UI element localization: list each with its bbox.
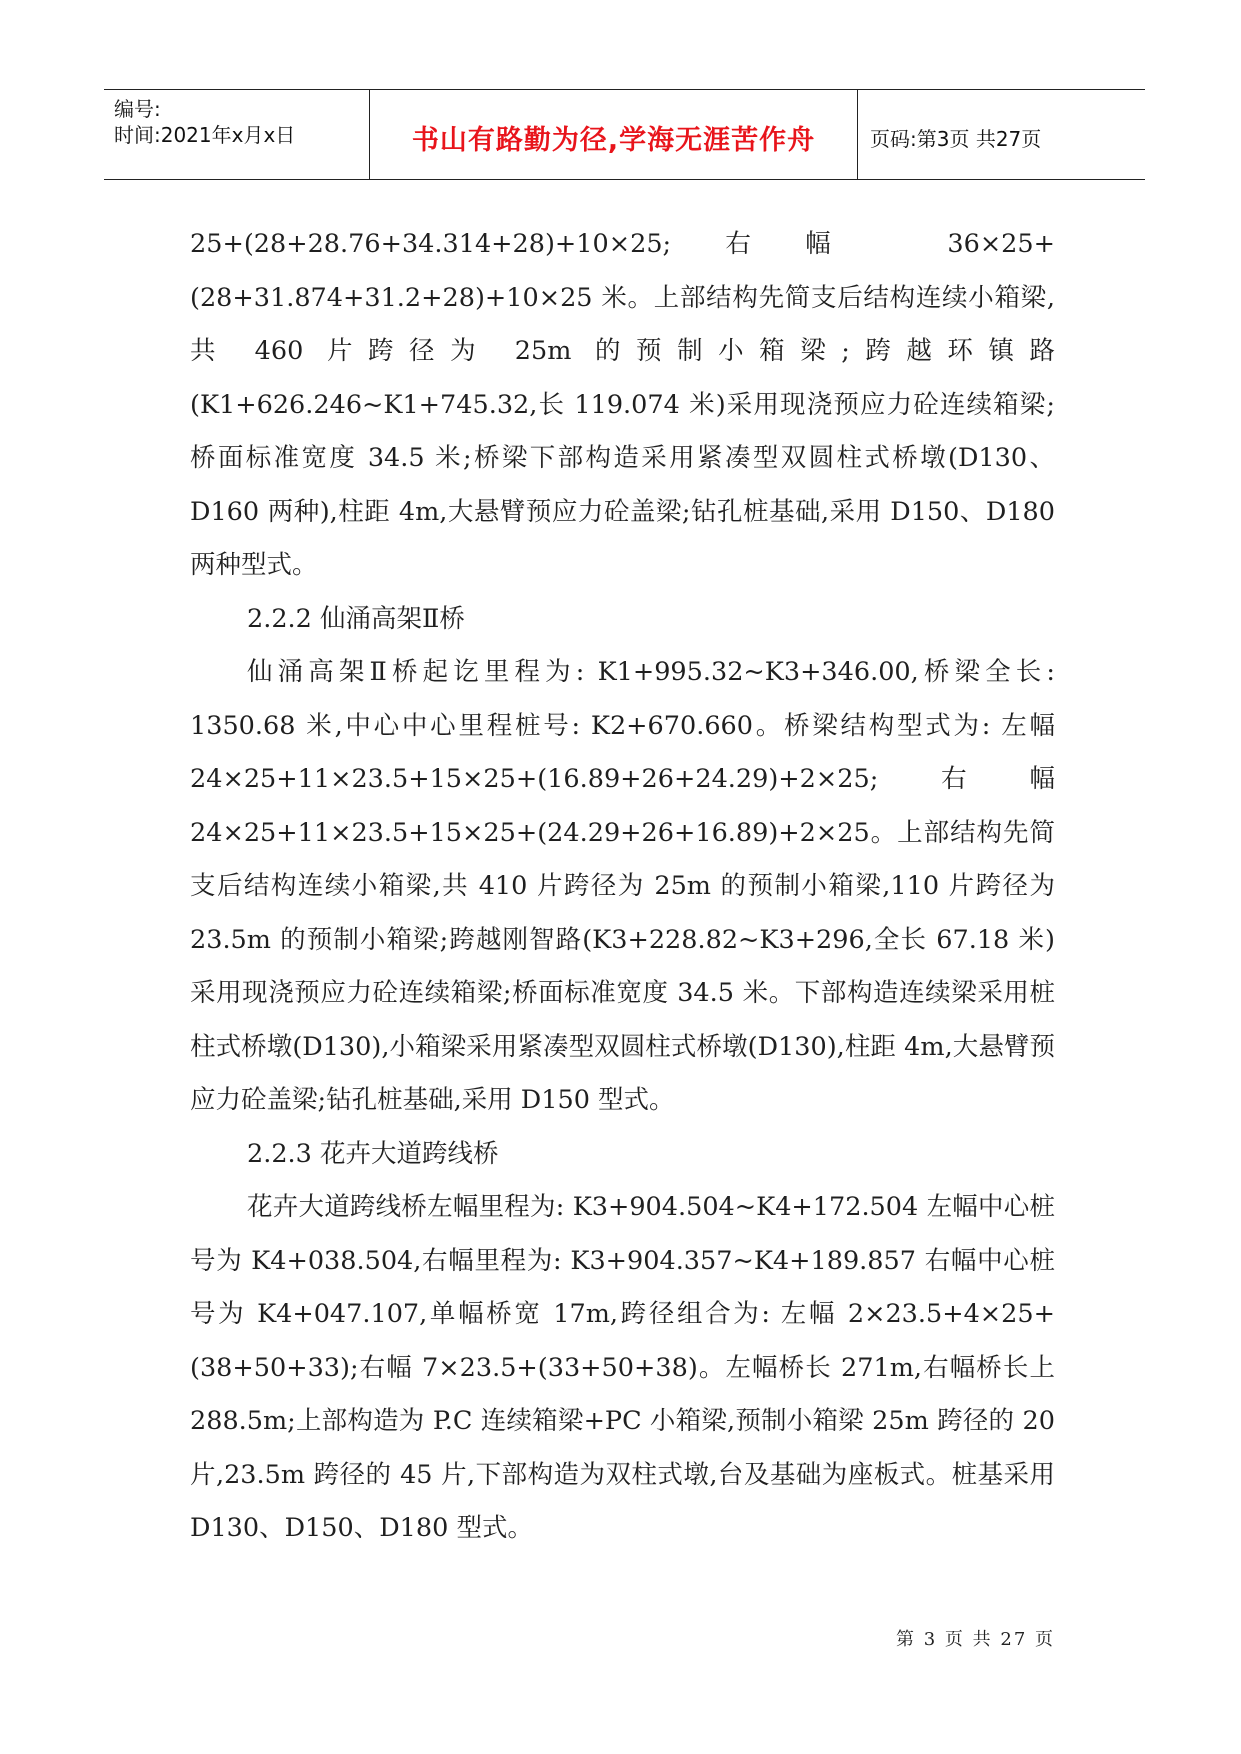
header-motto: 书山有路勤为径,学海无涯苦作舟 [411, 125, 816, 156]
header-motto-cell [370, 90, 858, 179]
document-body [190, 218, 1055, 1556]
header-meta-cell [104, 90, 370, 179]
body-paragraph: 花卉大道跨线桥左幅里程为: K3+904.504~K4+172.504 左幅中心桩号为 K4+038.504,右幅里程为: K3+904.357~K4+189.857 右幅中心桩号为 K4+047.107,单幅桥宽 17m,跨径组合为: 左幅 2×23.5+4×25+(38+50+33);右幅 7×23.5+(33+50+38)。左幅桥长 271m,右幅桥长上 288.5m;上部构造为 P.C 连续箱梁+PC 小箱梁,预制小箱梁 25m 跨径的 20 片,23.5m 跨径的 45 片,下部构造为双柱式墩,台及基础为座板式。桩基采用 D130、D150、D180 型式。 [190, 1192, 1055, 1543]
document-number-label: 编号: [114, 97, 161, 121]
document-time-label: 时间:2021年x月x日 [114, 123, 296, 147]
body-paragraph: 25+(28+28.76+34.314+28)+10×25;右幅 36×25+(28+31.874+31.2+28)+10×25 米。上部结构先简支后结构连续小箱梁,共 460 片跨径为 25m 的预制小箱梁;跨越环镇路(K1+626.246~K1+745.32,长 119.074 米)采用现浇预应力砼连续箱梁;桥面标准宽度 34.5 米;桥梁下部构造采用紧凑型双圆柱式桥墩(D130、D160 两种),柱距 4m,大悬臂预应力砼盖梁;钻孔桩基础,采用 D150、D180 两种型式。 [190, 229, 1055, 580]
section-heading-2-2-2: 2.2.2 仙涌高架Ⅱ桥 [247, 603, 465, 634]
section-heading-2-2-3: 2.2.3 花卉大道跨线桥 [247, 1138, 499, 1169]
page-header [104, 89, 1145, 180]
header-page-cell [858, 90, 1145, 179]
body-paragraph: 仙涌高架Ⅱ桥起讫里程为: K1+995.32~K3+346.00,桥梁全长: 1350.68 米,中心中心里程桩号: K2+670.660。桥梁结构型式为: 左幅 24×25+11×23.5+15×25+(16.89+26+24.29)+2×25;右幅 24×25+11×23.5+15×25+(24.29+26+16.89)+2×25。上部结构先简支后结构连续小箱梁,共 410 片跨径为 25m 的预制小箱梁,110 片跨径为 23.5m 的预制小箱梁;跨越刚智路(K3+228.82~K3+296,全长 67.18 米)采用现浇预应力砼连续箱梁;桥面标准宽度 34.5 米。下部构造连续梁采用桩柱式桥墩(D130),小箱梁采用紧凑型双圆柱式桥墩(D130),柱距 4m,大悬臂预应力砼盖梁;钻孔桩基础,采用 D150 型式。 [190, 657, 1055, 1115]
page-footer: 第 3 页 共 27 页 [896, 1629, 1055, 1650]
header-page-code: 页码:第3页 共27页 [870, 127, 1042, 151]
